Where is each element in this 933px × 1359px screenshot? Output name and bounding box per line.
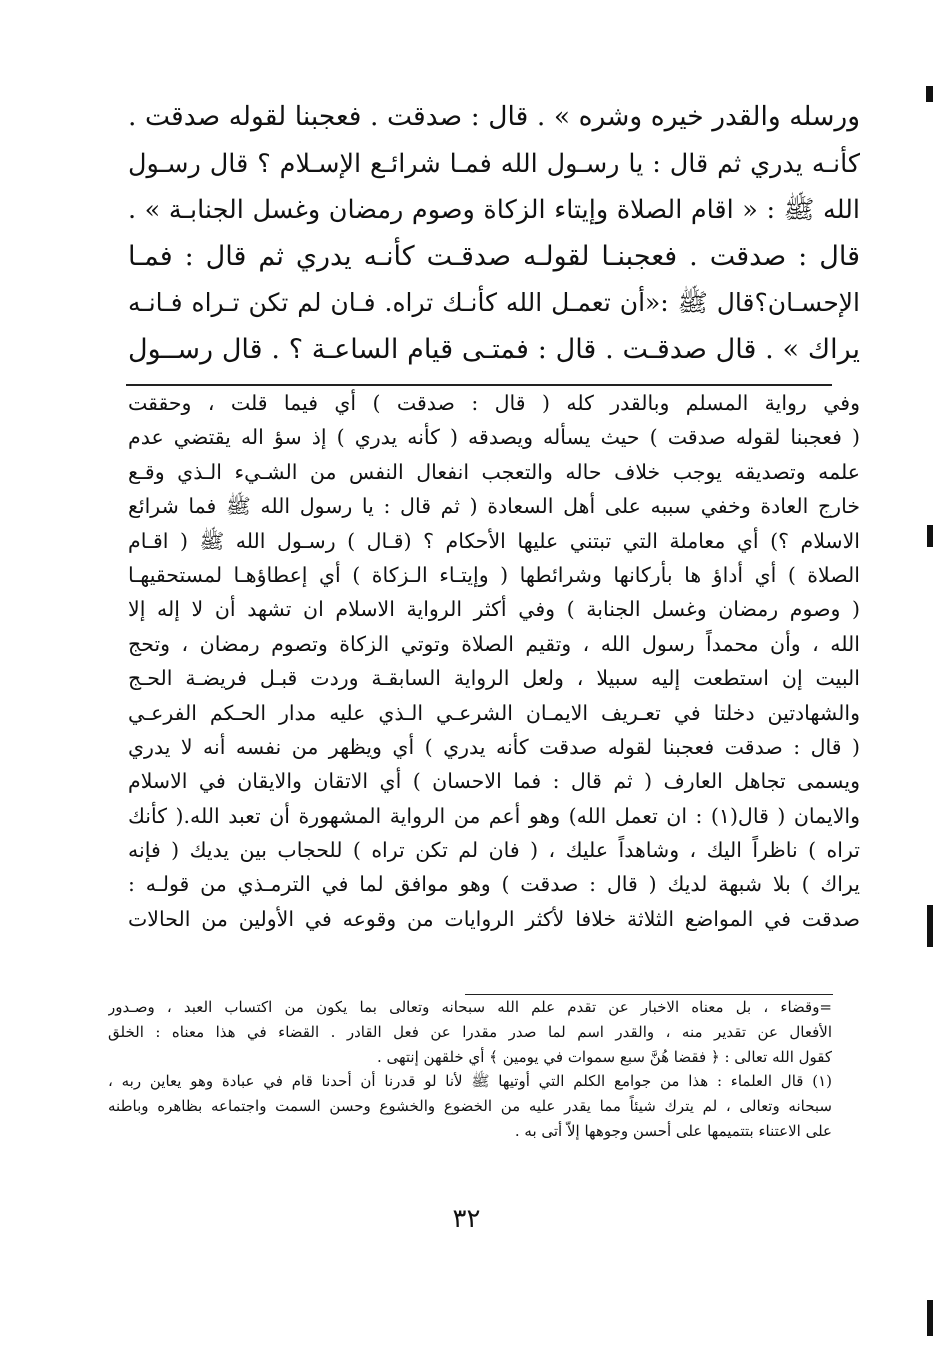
main-text-line: ورسله والقدر خيره وشره » . قال : صدقت . فعجبنا لقوله صدقت . [128,101,860,132]
footnote-line: =وقضاء ، بل معناه الاخبار عن تقدم علم الله سبحانه وتعالى بما يكون من اكتساب العبد ، وصـدور [108,998,832,1016]
footnote-line: الأفعال عن تقدير منه ، والقدر اسم لما صدر مقدرا عن فعل القادر . القضاء في هذا معناه : الخلق [108,1022,832,1041]
main-text-line: الإحسـان؟قال ﷺ :«أن تعمـل الله كأنـك تراه. فـان لم تكن تـراه فـانـه [128,288,860,317]
commentary-line: علمه وتصديقه يوجب خلاف حاله والتعجب انفعال النفس من الشـيء الـذي وقـع [128,459,860,484]
commentary-block [128,386,860,936]
commentary-line: خارج العادة وخفي سببه على أهل السعادة ( ثم قال : يا رسول الله ﷺ فما شرائع [128,494,860,519]
main-text-line: الله ﷺ : « اقام الصلاة وإيتاء الزكاة وصوم رمضان وغسل الجنابـة » . [128,195,860,225]
footnote-line: على الاعتناء بتتميمها على أحسن وجوهها إلاّ أتى به . [514,1121,832,1140]
commentary-line: البيت إن استطعت إليه سبيلا ، ولعل الرواية السابقـة وردت قبـل فريضـة الحـج [128,666,860,691]
main-text-line: كأنـه يدري ثم قال : يا رسـول الله فمـا شرائـع الإسـلام ؟ قال رسـول [128,148,860,179]
commentary-line: الاسلام ؟) أي معاملة التي تبتني عليها الأحكام ؟ (قـال ) رسـول الله ﷺ ( اقـام [128,528,860,553]
footnotes-block [108,995,832,1144]
main-text-line: يراك » . قال صدقـت . قال : فمتـى قيام الساعـة ؟ . قال رســول [128,333,860,365]
commentary-line: الصلاة ) أي أداؤ ها بأركانها وشرائطها ( وإيتـاء الـزكاة ) أي إعطاؤهـا لمستحقيهـا [128,562,860,587]
main-text-block [128,94,860,373]
page-number: ٣٢ [452,1204,481,1234]
commentary-line: الله ، وأن محمداً رسول الله ، وتقيم الصلاة وتوتي الزكاة وتصوم رمضان ، وتحج [128,631,860,656]
commentary-line: ( فعجبنا لقوله صدقت ) حيث يسأله ويصدقه ( كأنه يدري ) إذ سؤ اله يقتضي عدم [128,425,860,450]
commentary-line: يراك ) بلا شبهة لديك ( قال : صدقت ) وهو موافق لما في الترمـذي من قولـه : [128,872,860,897]
footnote-line: سبحانه وتعالى ، لم يترك شيئاً مما يقدر عليه من الخضوع والخشوع وحسن السمت واجتماعه بظاهره وباطنه [108,1097,832,1116]
scan-edge-mark [927,905,933,947]
scan-edge-mark [927,525,933,547]
commentary-line: ( وصوم رمضان وغسل الجنابة ) وفي أكثر الرواية الاسلام ان تشهد أن لا إله إلا [128,597,860,622]
commentary-line: تراه ) ناظراً اليك ، وشاهداً عليك ، ( فان لم تكن تراه ) للحجاب بين يديك ( فإنه [128,838,860,863]
main-text-line: قال : صدقت . فعجبنـا لقولـه صدقـت كأنـه يدري ثم قال : فمـا [128,240,860,272]
commentary-line: صدقت في المواضع الثلاثة خلافا لأكثر الروايات من وقوعه في الأولين من الحالات [128,906,860,931]
footnote-line: كقول الله تعالى : ﴿ فقضا هُنَّ سبع سموات في يومين ﴾ أي خلقهن إنتهى . [376,1047,832,1066]
commentary-line: ( قال : صدقت فعجبنا لقوله صدقت كأنه يدري ) أي ويظهر من نفسه أنه لا يدري [128,734,860,759]
footnote-line: (١) قال العلماء : هذا من جوامع الكلم التي أوتيها ﷺ لأنا لو قدرنا أن أحدنا قام في عبادة وهو يعاين ربه ، [108,1072,832,1091]
commentary-line: وفي رواية المسلم وبالقدر كله ( قال : صدقت ) أي فيما قلت ، وحققت [128,391,860,415]
commentary-line: والايمان ( قال(١) : ان تعمل الله) وهو أعم من الرواية المشهورة أن تعبد الله.( كأنك [128,803,860,828]
scan-edge-mark [926,86,933,102]
scan-edge-mark [927,1300,933,1336]
commentary-line: والشهادتين دخلتا في تعـريف الايمـان الشرعـي الـذي عليه مدار الحـكم الفرعـي [128,700,860,725]
commentary-line: ويسمى تجاهل العارف ( ثم قال : فما الاحسان ) أي الاتقان والايقان في الاسلام [128,769,860,794]
